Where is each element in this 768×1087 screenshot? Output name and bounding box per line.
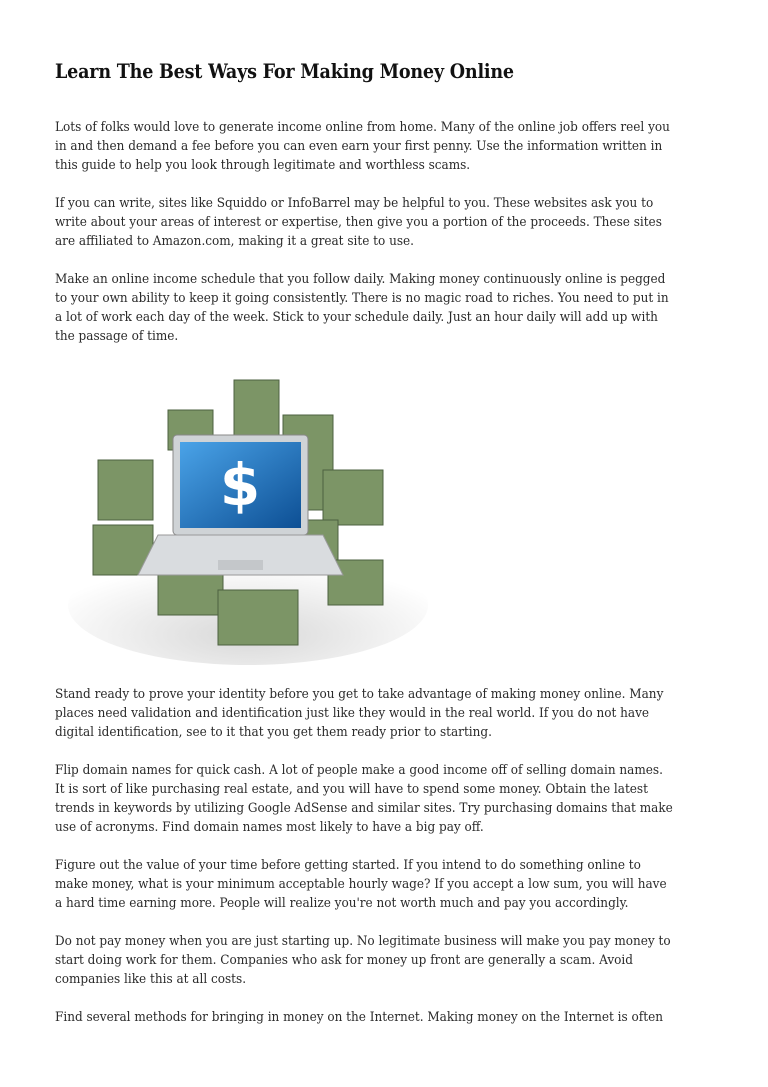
paragraph-8 bbox=[55, 1008, 663, 1027]
text-line: Do not pay money when you are just starting up. No legitimate business will make you pay money to bbox=[55, 934, 671, 949]
paragraph-5 bbox=[55, 761, 673, 837]
text-line: the passage of time. bbox=[55, 329, 179, 344]
text-line: are affiliated to Amazon.com, making it a great site to use. bbox=[55, 234, 414, 249]
paragraph-4 bbox=[55, 685, 663, 742]
text-line: Flip domain names for quick cash. A lot of people make a good income off of selling domain names. bbox=[55, 763, 663, 778]
paragraph-1 bbox=[55, 118, 670, 175]
paragraph-2 bbox=[55, 194, 662, 251]
dollar-icon: $ bbox=[219, 451, 261, 519]
text-line: companies like this at all costs. bbox=[55, 972, 247, 987]
text-line: start doing work for them. Companies who ask for money up front are generally a scam. Avoid bbox=[55, 953, 633, 968]
paragraph-3 bbox=[55, 270, 669, 346]
text-line: If you can write, sites like Squiddo or InfoBarrel may be helpful to you. These websites ask you to bbox=[55, 196, 654, 211]
text-line: a lot of work each day of the week. Stick to your schedule daily. Just an hour daily will add up with bbox=[55, 310, 658, 325]
text-line: Lots of folks would love to generate income online from home. Many of the online job offers reel you bbox=[55, 120, 670, 135]
money-stack bbox=[98, 460, 153, 520]
text-line: Make an online income schedule that you follow daily. Making money continuously online is pegged bbox=[55, 272, 666, 287]
text-line: Stand ready to prove your identity before you get to take advantage of making money online. Many bbox=[55, 687, 664, 702]
money-stack bbox=[323, 470, 383, 525]
paragraph-7 bbox=[55, 932, 671, 989]
text-line: in and then demand a fee before you can even earn your first penny. Use the information written in bbox=[55, 139, 663, 154]
text-line: It is sort of like purchasing real estate, and you will have to spend some money. Obtain the latest bbox=[55, 782, 648, 797]
text-line: a hard time earning more. People will realize you're not worth much and pay you accordingly. bbox=[55, 896, 629, 911]
money-laptop-illustration bbox=[58, 375, 433, 665]
page-title: Learn The Best Ways For Making Money Online bbox=[55, 60, 514, 83]
money-stack bbox=[218, 590, 298, 645]
text-line: digital identification, see to it that you get them ready prior to starting. bbox=[55, 725, 492, 740]
text-line: make money, what is your minimum acceptable hourly wage? If you accept a low sum, you will have bbox=[55, 877, 667, 892]
text-line: write about your areas of interest or expertise, then give you a portion of the proceeds. These sites bbox=[55, 215, 662, 230]
text-line: places need validation and identification just like they would in the real world. If you do not have bbox=[55, 706, 650, 721]
text-line: Figure out the value of your time before getting started. If you intend to do something online to bbox=[55, 858, 641, 873]
text-line: to your own ability to keep it going consistently. There is no magic road to riches. You need to put in bbox=[55, 291, 669, 306]
text-line: trends in keywords by utilizing Google AdSense and similar sites. Try purchasing domains that make bbox=[55, 801, 673, 816]
text-line: Find several methods for bringing in money on the Internet. Making money on the Internet is often bbox=[55, 1010, 663, 1025]
money-stack bbox=[158, 575, 223, 615]
text-line: this guide to help you look through legitimate and worthless scams. bbox=[55, 158, 471, 173]
text-line: use of acronyms. Find domain names most likely to have a big pay off. bbox=[55, 820, 484, 835]
paragraph-6 bbox=[55, 856, 667, 913]
money-stack bbox=[234, 380, 279, 435]
